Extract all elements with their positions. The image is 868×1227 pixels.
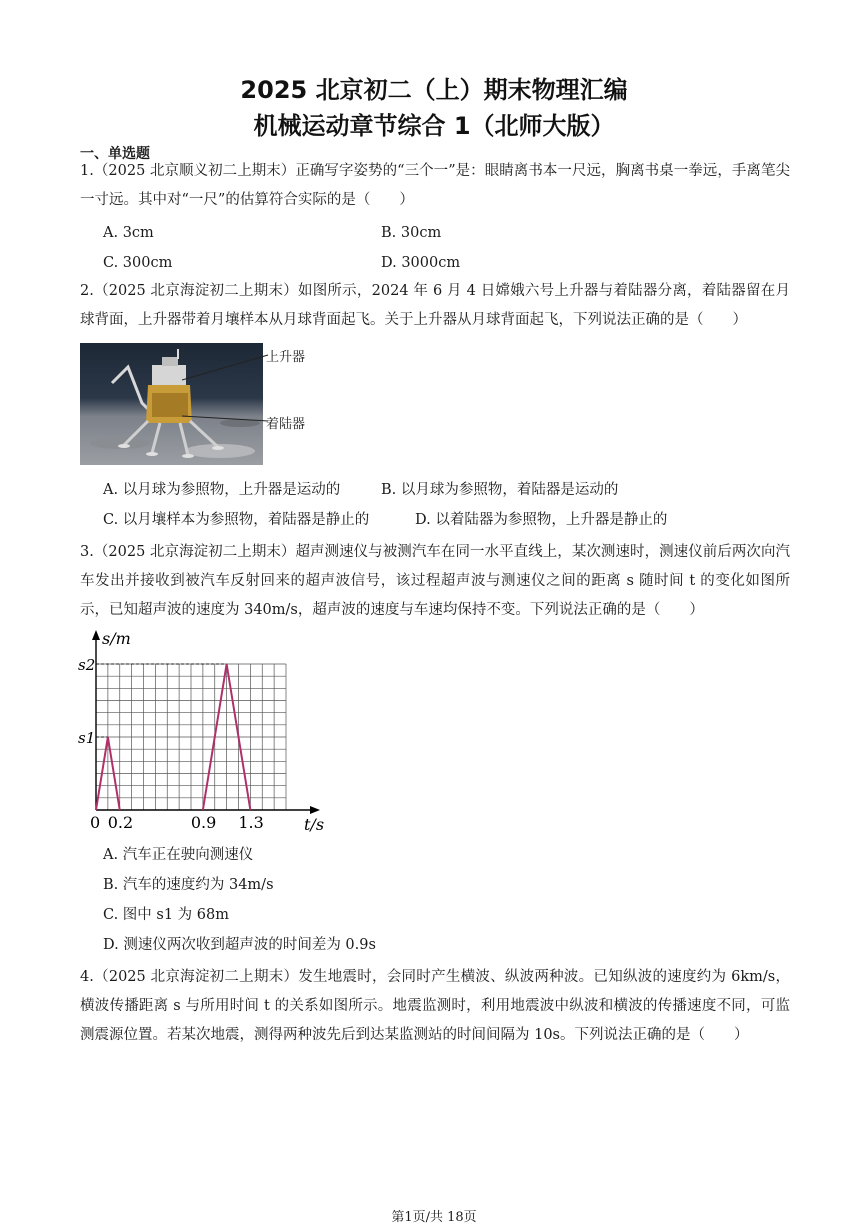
page-footer: 第1页/共 18页 xyxy=(391,1210,477,1225)
question-2-option-c: C. 以月壤样本为参照物，着陆器是静止的 xyxy=(103,512,370,528)
x-tick-label: 0.2 xyxy=(107,813,134,832)
y-tick-label-s2: s2 xyxy=(78,656,96,674)
document-title-line2: 机械运动章节综合 1（北师大版） xyxy=(253,112,615,140)
y-axis-label: s/m xyxy=(102,629,131,648)
question-3-option-d: D. 测速仪两次收到超声波的时间差为 0.9s xyxy=(103,937,376,953)
x-axis-label: t/s xyxy=(304,815,325,834)
label-lander: 着陆器 xyxy=(266,417,306,432)
x-tick-label: 0 xyxy=(90,813,101,832)
chart-svg xyxy=(76,626,326,836)
distance-time-graph xyxy=(76,626,326,840)
question-1-text: 1.（2025 北京顺义初二上期末）正确写字姿势的“三个一”是：眼睛离书本一尺远，胸离书桌一拳远，手离笔尖一寸远。其中对“一尺”的估算符合实际的是（ ） xyxy=(80,163,790,208)
question-1-option-d: D. 3000cm xyxy=(381,255,461,271)
question-2-text: 2.（2025 北京海淀初二上期末）如图所示，2024 年 6 月 4 日嫦娥六号上升器与着陆器分离，着陆器留在月球背面，上升器带着月壤样本从月球背面起飞。关于上升器从月球背面起飞，下列说法正确的是（ ） xyxy=(80,283,790,328)
x-tick-label: 0.9 xyxy=(190,813,217,832)
question-1-option-c: C. 300cm xyxy=(103,255,173,271)
y-tick-label-s1: s1 xyxy=(78,729,96,747)
question-2-option-b: B. 以月球为参照物，着陆器是运动的 xyxy=(381,482,619,498)
label-ascender: 上升器 xyxy=(266,350,306,365)
question-3-option-c: C. 图中 s1 为 68m xyxy=(103,907,229,923)
question-2-option-a: A. 以月球为参照物，上升器是运动的 xyxy=(103,482,341,498)
x-tick-label: 1.3 xyxy=(238,813,264,832)
question-2-option-d: D. 以着陆器为参照物，上升器是静止的 xyxy=(415,512,668,528)
y-axis-arrow xyxy=(92,630,100,640)
question-3-option-a: A. 汽车正在驶向测速仪 xyxy=(103,847,254,863)
question-1-option-b: B. 30cm xyxy=(381,225,442,241)
question-3-text: 3.（2025 北京海淀初二上期末）超声测速仪与被测汽车在同一水平直线上，某次测速时，测速仪前后两次向汽车发出并接收到被汽车反射回来的超声波信号，该过程超声波与测速仪之间的距离 s 随时间 t 的变化如图所示，已知超声波的速度为 340m/s，超声波的速度与车速均保持不变。下列说法正确的是（ ） xyxy=(80,544,790,618)
leader-lines xyxy=(180,350,270,430)
x-axis-arrow xyxy=(310,806,320,814)
question-3-option-b: B. 汽车的速度约为 34m/s xyxy=(103,877,274,893)
document-title-line1: 2025 北京初二（上）期末物理汇编 xyxy=(240,76,628,104)
question-4-text: 4.（2025 北京海淀初二上期末）发生地震时，会同时产生横波、纵波两种波。已知纵波的速度约为 6km/s，横波传播距离 s 与所用时间 t 的关系如图所示。地震监测时，利用地震波中纵波和横波的传播速度不同，可监测震源位置。若某次地震，测得两种波先后到达某监测站的时间间隔为 10s。下列说法正确的是（ ） xyxy=(80,969,790,1043)
section-heading: 一、单选题 xyxy=(80,146,150,162)
question-1-option-a: A. 3cm xyxy=(103,225,154,241)
